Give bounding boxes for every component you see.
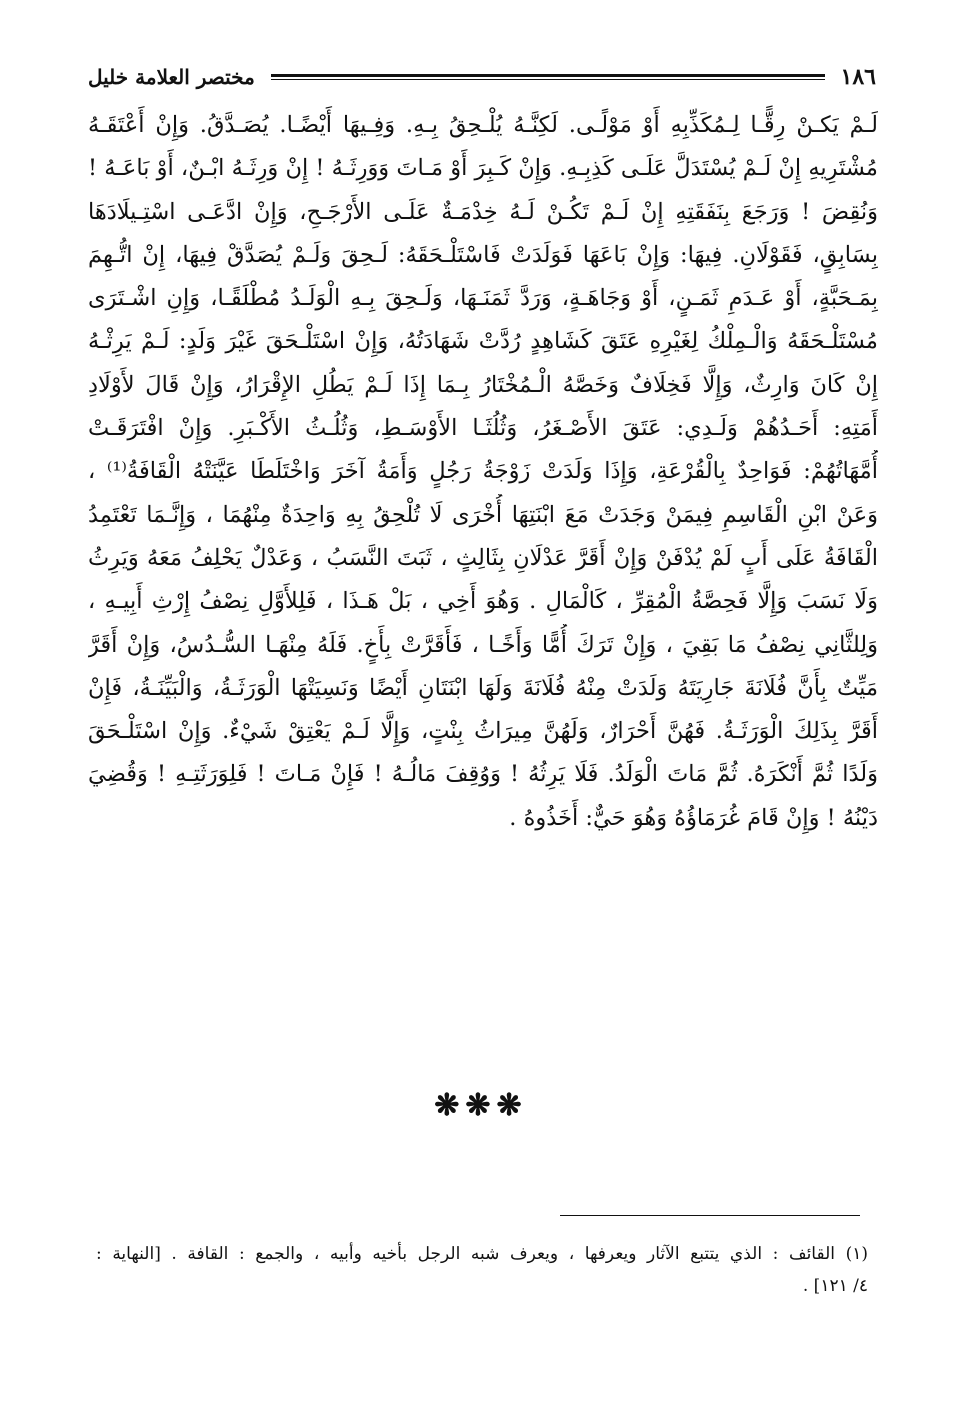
book-title: مختصر العلامة خليل [88,65,255,89]
text-line: وَعَنْ ابْنِ الْقَاسِمِ فِيمَنْ وَجَدَتْ مَعَ ابْنَتِهَا أُخْرَى لَا تُلْحِقُ بِهِ وَاحِدَةٌ مِنْهُمَا ، وَإِنَّـمَا تَعْتَمِدُ [88,501,878,528]
text-line: بِمَـحَبَّةٍ، أَوْ عَـدَمِ ثَمَـنٍ، أَوْ وَجَاهَـةٍ، وَرَدَّ ثَمَنَـهَا، وَلَـحِقَ بِـهِ الْوَلَـدُ مُطْلَقًـا، وَإِنِ اشْـتَرَى [88,285,878,312]
text-line: وَلِلثَّانِي نِصْفُ مَا بَقِيَ ، وَإِنْ تَرَكَ أُمًّا وَأَخًـا ، فَأَقَرَّتْ بِأَخٍ. فَلَهُ مِنْهَـا السُّـدُسُ، وَإِنْ أَقَرَّ [88,631,878,658]
text-line: وَلَا نَسَبَ وَإِلَّا فَحِصَّةُ الْمُقِرِّ ، كَالْمَالِ . وَهُوَ أَخِي ، بَلْ هَـذَا ، فَلِلأَوَّلِ نِصْفُ إِرْثِ أَبِيـهِ ، [88,588,878,615]
text-line: مُسْتَلْـحَقَهُ وَالْـمِلْكُ لِغَيْرِهِ عَتَقَ كَشَاهِدٍ رُدَّتْ شَهَادَتُهُ، وَإِنْ اسْتَلْـحَقَ غَيْرَ وَلَدٍ: لَـمْ يَرِثْـهُ [88,328,878,355]
text-line: مُشْتَرِيهِ إِنْ لَـمْ يُسْتَدَلَّ عَلَـى كَذِبِـهِ. وَإِنْ كَـبِرَ أَوْ مَـاتَ وَوَرِثَـهُ ! إِنْ وَرِثَـهُ ابْـنٌ، أَوْ بَاعَـهُ ! [88,155,878,182]
text-line: دَيْنُهُ ! وَإِنْ قَامَ غُرَمَاؤُهُ وَهُوَ حَيٌّ: أَخَذُوهُ . [509,804,878,831]
text-line: أَمَتِهِ: أَحَـدُهُمْ وَلَـدِي: عَتَقَ الأَصْـغَرُ، وَثُلُثَـا الأَوْسَـطِ، وَثُلُـثُ الأَكْـبَرِ. وَإِنْ افْتَرَقَـتْ [88,415,878,442]
text-line: بِسَابِقٍ، فَقَوْلَانِ. فِيهَا: وَإِنْ بَاعَهَا فَوَلَدَتْ فَاسْتَلْـحَقَهُ: لَـحِقَ وَلَـمْ يُصَدَّقْ فِيهَا، إِنْ اتُّـهِمَ [88,241,878,268]
page-number: ١٨٦ [840,64,876,90]
header-rule [271,74,825,80]
text-line: مَيِّتٌ بِأَنَّ فُلَانَةَ جَارِيَتَهُ وَلَدَتْ مِنْهُ فُلَانَةَ وَلَهَا ابْنَتَانِ أَيْضًا وَنَسِيَتْهَا الْوَرَثَـةُ، وَالْبَيِّنَـةُ، فَإِنْ [88,674,878,701]
footnote-line: (١) القائف : الذي يتتبع الآثار ويعرفها ، ويعرف شبه الرجل بأخيه وأبيه ، والجمع : القافة . [النهاية : [96,1244,868,1264]
footnote [96,1238,868,1302]
footnote-line: ٤/ ١٢١] . [802,1276,868,1296]
footnote-rule [560,1215,860,1216]
main-text [88,104,878,840]
text-line: أَقَرَّ بِذَلِكَ الْوَرَثَـةُ. فَهُنَّ أَحْرَارٌ، وَلَهُنَّ مِيرَاثُ بِنْتٍ، وَإِلَّا لَـمْ يَعْتِقْ شَيْءٌ. وَإِنْ اسْتَلْـحَقَ [88,718,878,745]
text-line: لَـمْ يَكـنْ رِقًّـا لِـمُكَذِّبِهِ أَوْ مَوْلًـى. لَكِنَّـهُ يُلْـحِقُ بِـهِ. وَفِـيهَا أَيْضًـا. يُصَـدَّقُ. وَإِنْ أَعْتَقَـهُ [88,112,878,138]
text-line: وَلَدًا ثُمَّ أَنْكَرَهُ. ثُمَّ مَاتَ الْوَلَدُ. فَلَا يَرِثُهُ ! وَوُقِفَ مَالُـهُ ! فَإِنْ مَـاتَ ! فَلِوَرَثَتِـهِ ! وَقُضِيَ [88,761,878,788]
page-header [88,60,876,94]
text-line: وَنُقِضَ ! وَرَجَعَ بِنَفَقَتِهِ إِنْ لَـمْ تَكُـنْ لَـهُ خِدْمَـةٌ عَلَـى الأَرْجَـحِ، وَإِنْ ادَّعَـى اسْتِـيلَادَهَا [88,198,878,225]
text-line: إِنْ كَانَ وَارِثٌ، وَإِلَّا فَخِلَافٌ وَخَصَّهُ الْـمُخْتَارُ بِـمَا إِذَا لَـمْ يَطُلِ الإِقْرَارُ، وَإِنْ قَالَ لأَوْلَادِ [88,371,878,398]
section-separator: ❋❋❋ [434,1088,528,1123]
text-line: الْقَافَةُ عَلَى أَبٍ لَمْ يُدْفَنْ وَإِنْ أَقَرَّ عَدْلَانِ بِثَالِثٍ ، ثَبَتَ النَّسَبُ ، وَعَدْلٌ يَحْلِفُ مَعَهُ وَيَرِثُ [88,544,878,571]
text-line: أُمَّهَاتُهُمْ: فَوَاحِدٌ بِالْقُرْعَةِ، وَإِذَا وَلَدَتْ زَوْجَةُ رَجُلٍ وَأَمَةُ آخَرَ وَاخْتَلَطَا عَيَّنَتْهُ الْقَافَةُ⁽¹⁾ ، [88,458,878,485]
